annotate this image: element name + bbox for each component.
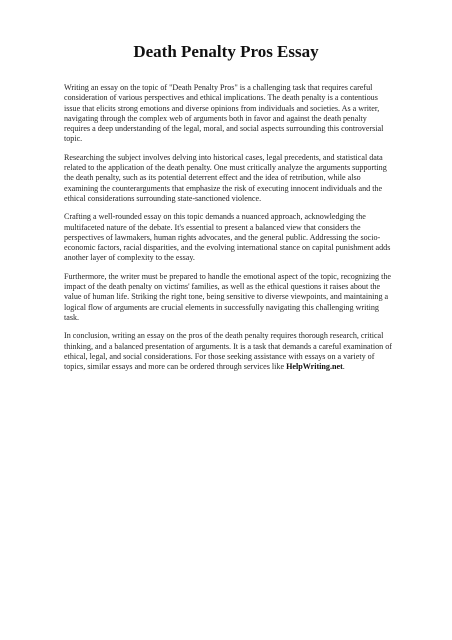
paragraph-4: Furthermore, the writer must be prepared to handle the emotional aspect of the topic, recognizing the impact of the death penalty on victims' families, as well as the ethical questions it raises about the value of human life. Striking the right tone, being sensitive to diverse viewpoints, and maintaining a logical flow of arguments are crucial elements in successfully navigating this challenging writing task. (64, 271, 392, 322)
essay-title: Death Penalty Pros Essay (133, 42, 319, 61)
conclusion-paragraph (64, 331, 394, 372)
conclusion-text: In conclusion, writing an essay on the pros of the death penalty requires thorough research, critical thinking, and a balanced presentation of arguments. It is a task that demands a careful examination of ethical, legal, and social considerations. For those seeking assistance with essays on a variety of topics, similar essays and more can be ordered through services like (64, 331, 392, 372)
paragraph-2: Researching the subject involves delving into historical cases, legal precedents, and statistical data related to the application of the death penalty. One must critically analyze the arguments supporting the death penalty, such as its potential deterrent effect and the idea of retribution, while also examining the counterarguments that emphasize the risk of executing innocent individuals and the ethical considerations surrounding state-sanctioned violence. (64, 152, 387, 203)
helpwriting-brand: HelpWriting.net (286, 362, 343, 372)
essay-body (64, 83, 394, 380)
conclusion-period: . (342, 362, 345, 372)
paragraph-3: Crafting a well-rounded essay on this topic demands a nuanced approach, acknowledging the multifaceted nature of the debate. It's essential to present a balanced view that considers the perspectives of lawmakers, human rights advocates, and the general public. Addressing the socio-economic factors, racial disparities, and the evolving international stance on capital punishment adds another layer of complexity to the essay. (64, 212, 391, 263)
paragraph-1: Writing an essay on the topic of "Death Penalty Pros" is a challenging task that requires careful consideration of various perspectives and ethical implications. The death penalty is a contentious issue that elicits strong emotions and diverse opinions from individuals and societies. As a writer, navigating through the complex web of arguments both in favor and against the death penalty requires a deep understanding of the legal, moral, and social aspects surrounding this controversial topic. (64, 83, 384, 144)
